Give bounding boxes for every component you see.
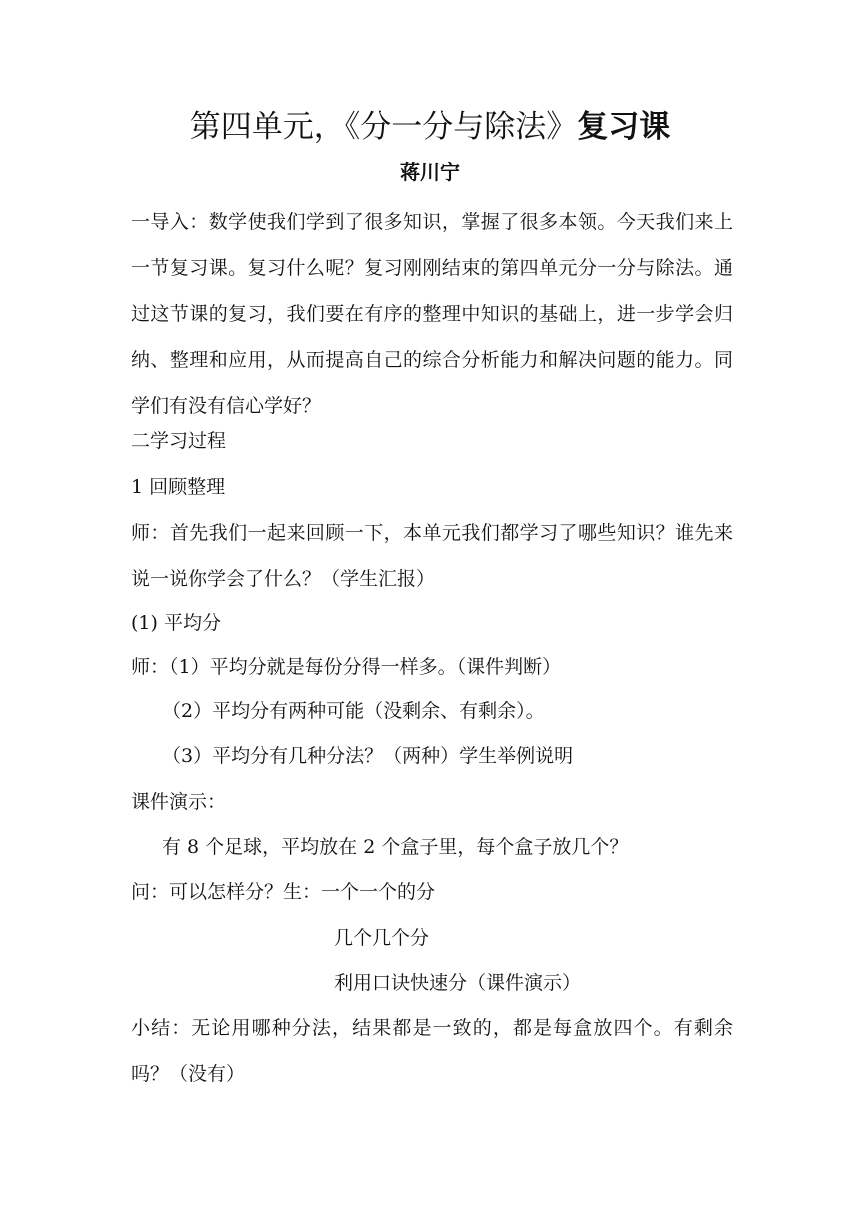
subsection-heading: 1 回顾整理 [131,476,226,498]
point-line-1: 师：（1）平均分就是每份分得一样多。（课件判断） [131,656,562,678]
section-heading: 二学习过程 [131,430,227,452]
demo-label: 课件演示： [131,791,227,813]
title-main: 第四单元，《分一分与除法》 [189,109,578,145]
item-heading: (1) 平均分 [131,612,221,634]
title-bold: 复习课 [577,109,671,145]
point-line-3: （3）平均分有几种分法？（两种）学生举例说明 [162,745,574,767]
summary-paragraph: 小结：无论用哪种分法，结果都是一致的，都是每盒放四个。有剩余吗？（没有） [131,1017,733,1085]
intro-paragraph: 一导入：数学使我们学到了很多知识，掌握了很多本领。今天我们来上一节复习课。复习什么呢？复习刚刚结束的第四单元分一分与除法。通过这节课的复习，我们要在有序的整理中知识的基础上，进一步学会归纳、整理和应用，从而提高自己的综合分析能力和解决问题的能力。同学们有没有信心学好？ [131,211,733,417]
teacher-intro-paragraph: 师：首先我们一起来回顾一下，本单元我们都学习了哪些知识？谁先来说一说你学会了什么？（学生汇报） [131,522,733,590]
document-title [0,105,860,149]
author-name: 蒋川宁 [400,160,460,184]
method-line-2: 几个几个分 [334,927,430,949]
question-line: 问：可以怎样分？生：一个一个的分 [131,881,436,903]
method-line-3: 利用口诀快速分（课件演示） [334,972,582,994]
problem-line: 有 8 个足球，平均放在 2 个盒子里，每个盒子放几个？ [162,836,629,858]
point-line-2: （2）平均分有两种可能（没剩余、有剩余）。 [162,700,545,722]
